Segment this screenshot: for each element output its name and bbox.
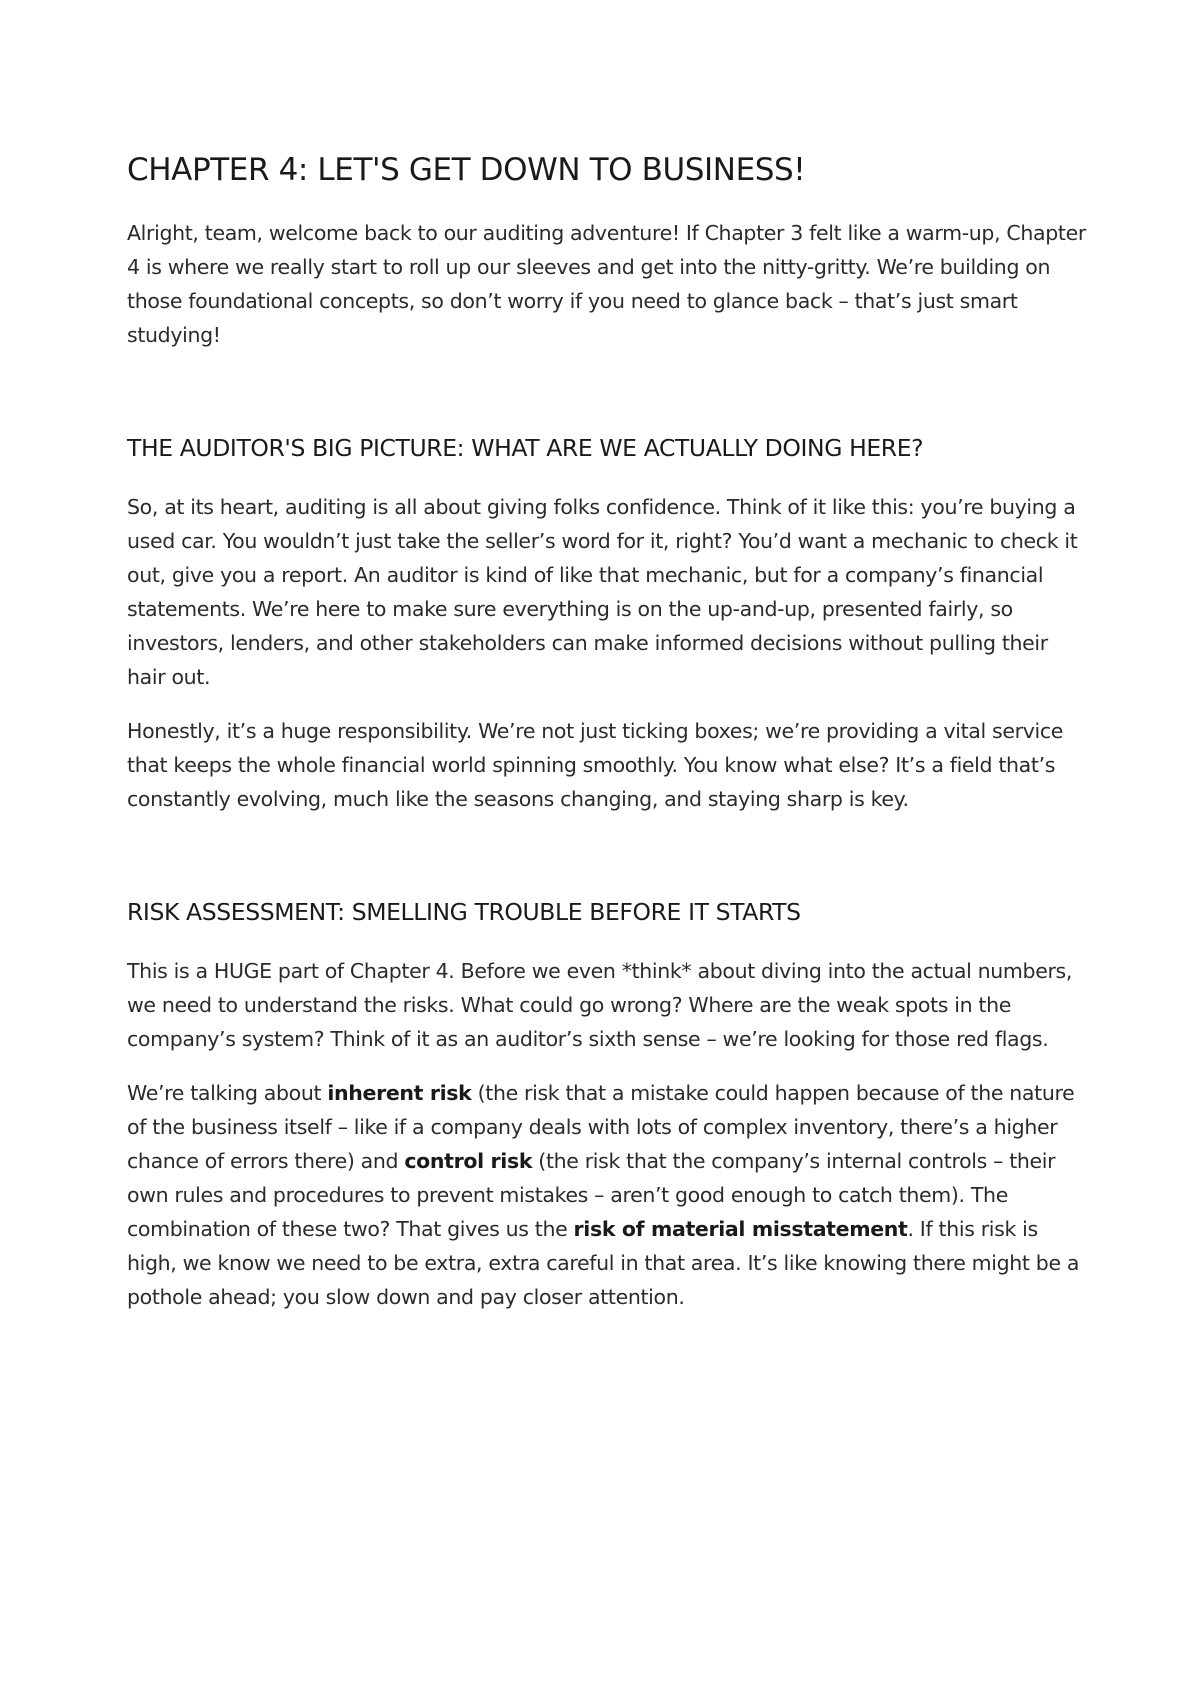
intro-paragraph: Alright, team, welcome back to our auditing adventure! If Chapter 3 felt like a warm-up, Chapter 4 is where we really start to roll up our sleeves and get into the nitty-gritty. We’re building on those foundational concepts, so don’t worry if you need to glance back – that’s just smart studying! [127, 221, 1086, 347]
paragraph-risk-types [127, 1076, 1087, 1314]
text-run: (the risk that the company’s internal controls – their own rules and procedures to prevent mistakes – aren’t good enough to catch them). The combination of these two? That gives us the [127, 1149, 1056, 1241]
section-risk-assessment [127, 896, 1087, 1314]
paragraph: So, at its heart, auditing is all about giving folks confidence. Think of it like this: you’re buying a used car. You wouldn’t just take the seller’s word for it, right? You’d want a mechanic to check it out, give you a report. An auditor is kind of like that mechanic, but for a company’s financial statements. We’re here to make sure everything is on the up-and-up, presented fairly, so investors, lenders, and other stakeholders can make informed decisions without pulling their hair out. [127, 495, 1078, 689]
term-risk-of-material-misstatement: risk of material misstatement [573, 1217, 908, 1241]
text-run: . If this risk is high, we know we need to be extra, extra careful in that area. It’s like knowing there might be a pothole ahead; you slow down and pay closer attention. [127, 1217, 1080, 1309]
section-big-picture [127, 432, 1087, 816]
chapter-title: CHAPTER 4: LET'S GET DOWN TO BUSINESS! [127, 152, 806, 188]
document-page [127, 150, 1087, 1334]
paragraph: This is a HUGE part of Chapter 4. Before we even *think* about diving into the actual numbers, we need to understand the risks. What could go wrong? Where are the weak spots in the company’s system? Think of it as an auditor’s sixth sense – we’re looking for those red flags. [127, 959, 1073, 1051]
section-heading: THE AUDITOR'S BIG PICTURE: WHAT ARE WE ACTUALLY DOING HERE? [127, 434, 924, 462]
section-heading: RISK ASSESSMENT: SMELLING TROUBLE BEFORE IT STARTS [127, 898, 801, 926]
paragraph: Honestly, it’s a huge responsibility. We’re not just ticking boxes; we’re providing a vital service that keeps the whole financial world spinning smoothly. You know what else? It’s a field that’s constantly evolving, much like the seasons changing, and staying sharp is key. [127, 719, 1064, 811]
text-run: (the risk that a mistake could happen because of the nature of the business itself – like if a company deals with lots of complex inventory, there’s a higher chance of errors there) and [127, 1081, 1075, 1173]
term-control-risk: control risk [404, 1149, 533, 1173]
text-run: We’re talking about [127, 1081, 328, 1105]
term-inherent-risk: inherent risk [327, 1081, 472, 1105]
